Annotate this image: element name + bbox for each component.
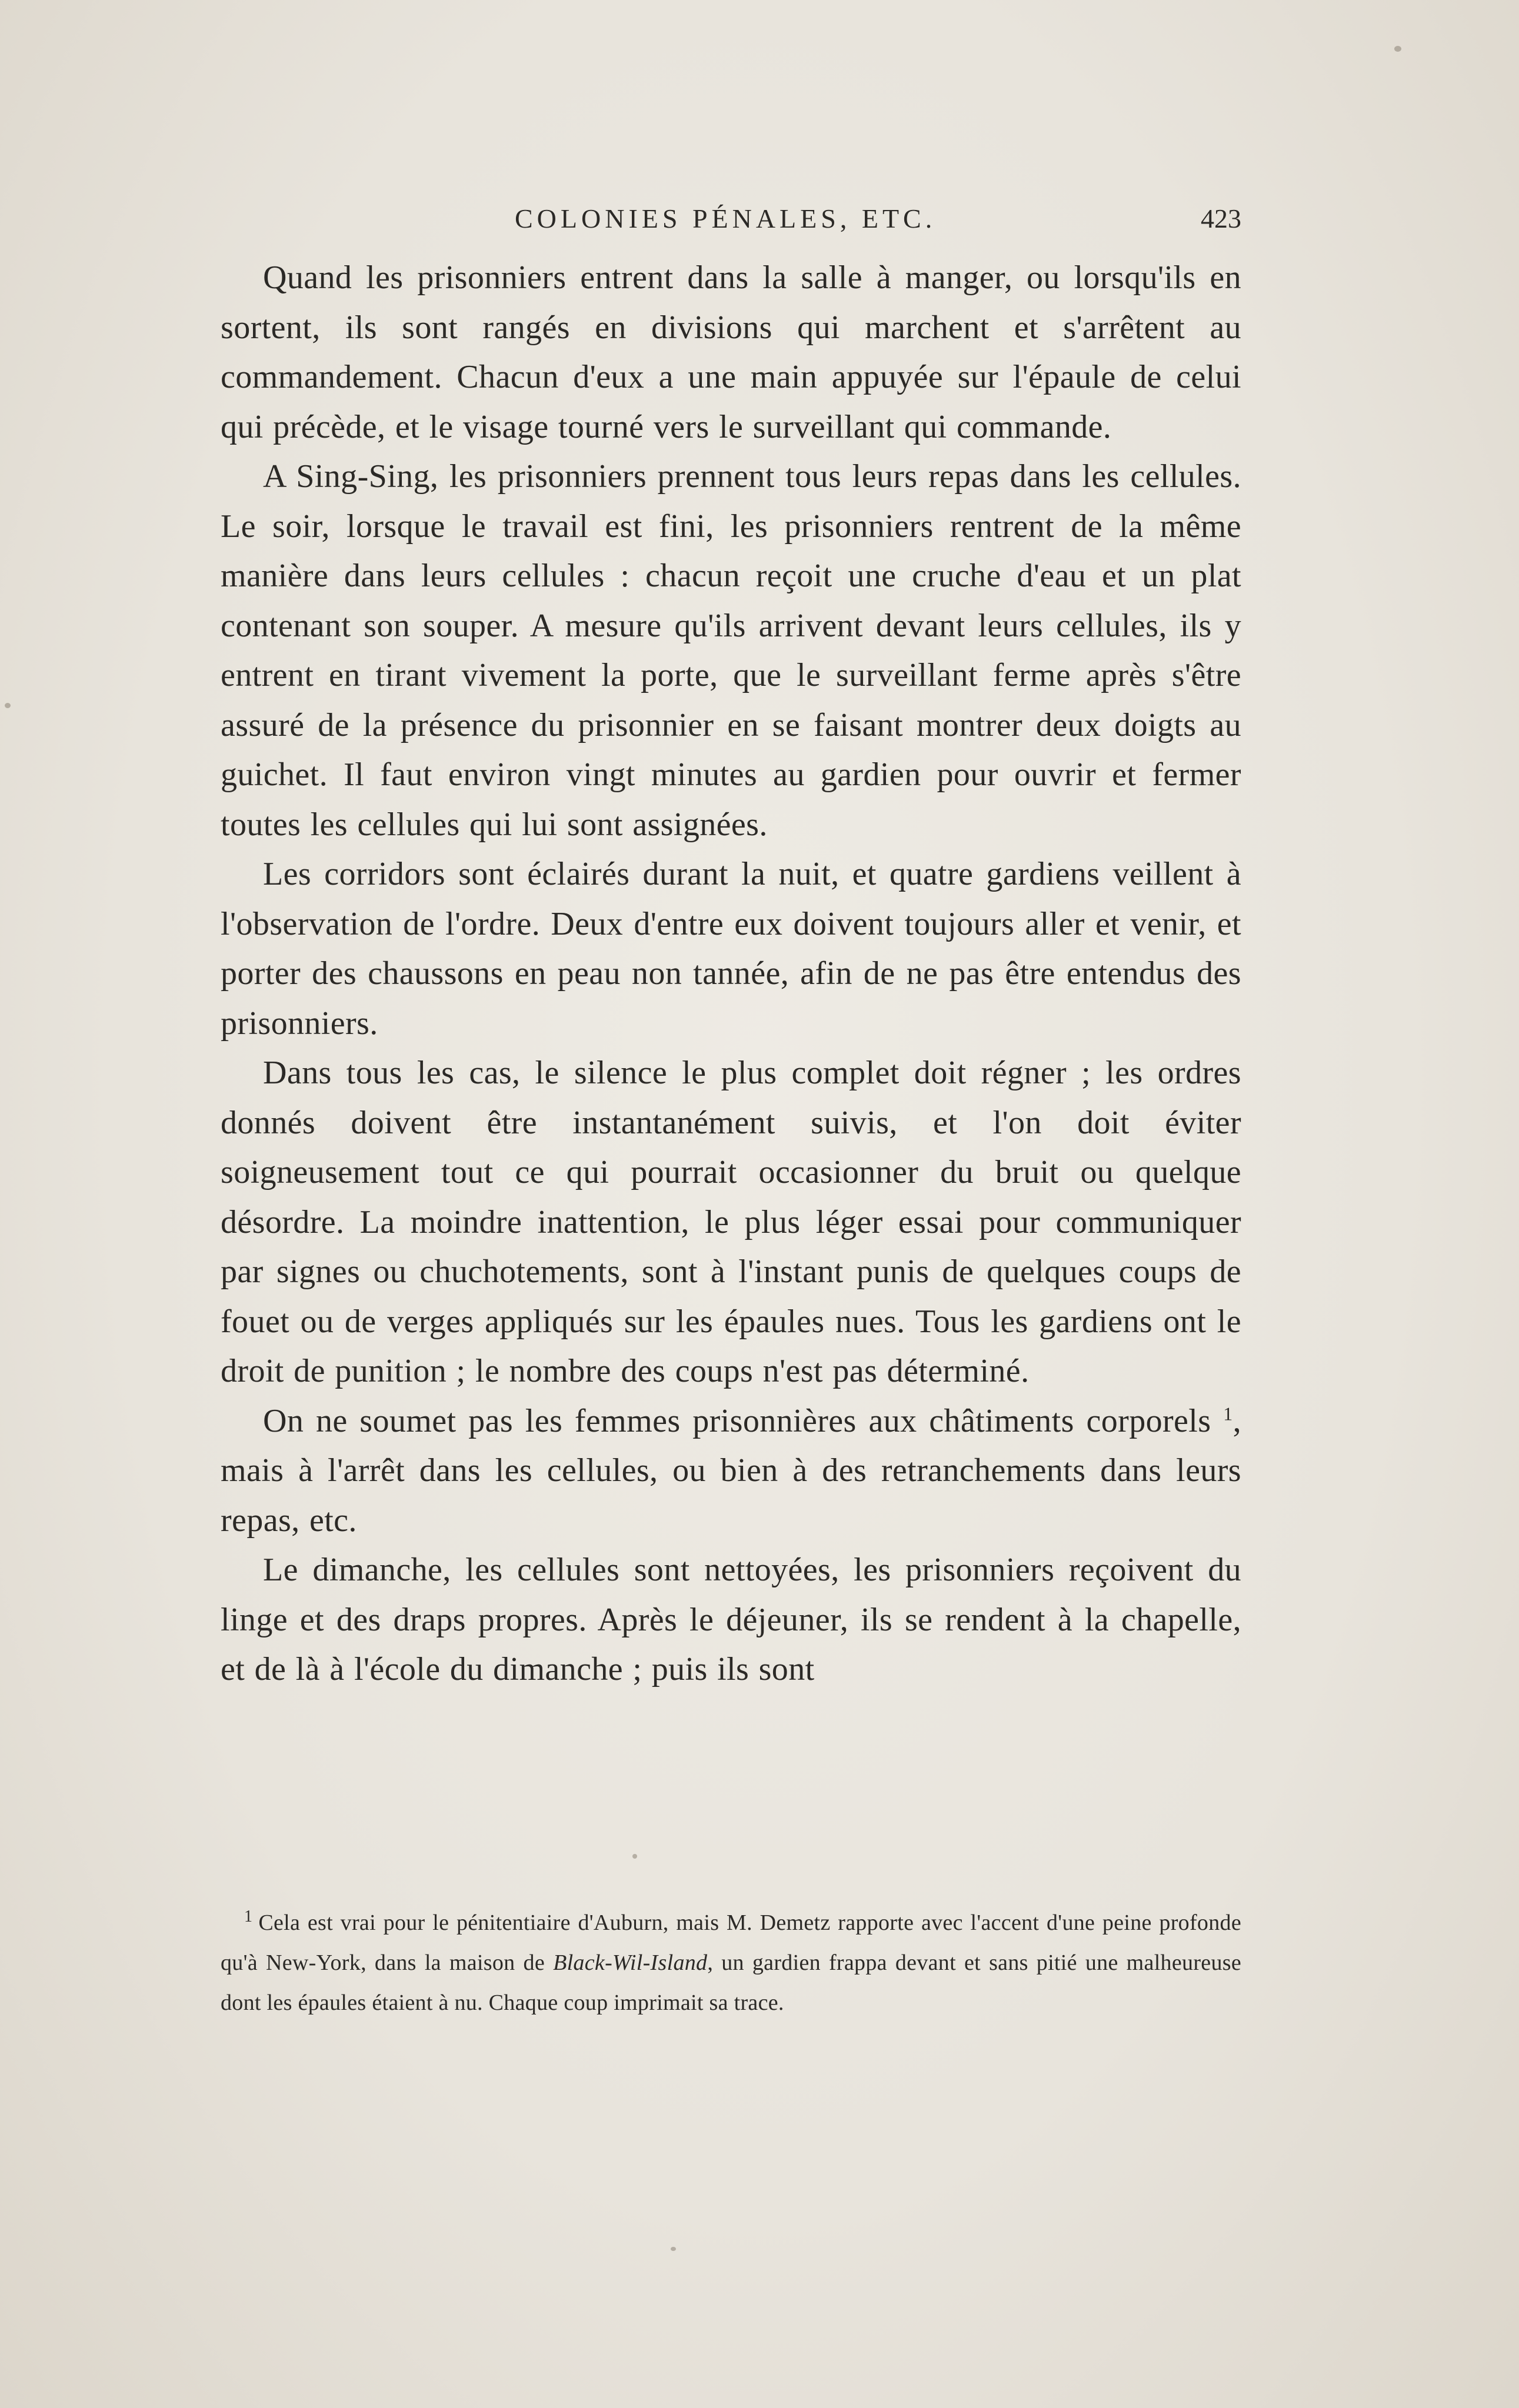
running-title: COLONIES PÉNALES, ETC.: [515, 204, 937, 234]
paragraph-text: , mais à l'arrêt dans les cellules, ou bien à des retranchements dans leurs repas, etc.: [221, 1402, 1241, 1539]
paper-speck: [5, 703, 11, 708]
page-number: 423: [1201, 204, 1241, 234]
body-text: [221, 253, 1241, 1695]
footnote-text: , un gardien frappa devant et sans pitié une malheureuse dont les épaules étaient à nu. Chaque coup imprimait sa trace.: [221, 1950, 1241, 2015]
paper-speck: [671, 2247, 676, 2251]
paragraph: Dans tous les cas, le silence le plus complet doit régner ; les ordres donnés doivent être instantanément suivis, et l'on doit éviter soigneusement tout ce qui pourrait occasionner du bruit ou quelque désordre. La moindre inattention, le plus léger essai pour communiquer par signes ou chuchotements, sont à l'instant punis de quelques coups de fouet ou de verges appliqués sur les épaules nues. Tous les gardiens ont le droit de punition ; le nombre des coups n'est pas déterminé.: [221, 1055, 1241, 1389]
paragraph: Quand les prisonniers entrent dans la salle à manger, ou lorsqu'ils en sortent, ils sont rangés en divisions qui marchent et s'arrêtent au commandement. Chacun d'eux a une main appuyée sur l'épaule de celui qui précède, et le visage tourné vers le surveillant qui commande.: [221, 259, 1241, 445]
footnotes: [221, 1903, 1241, 2023]
paper-speck: [1394, 46, 1401, 52]
page-header: [221, 203, 1241, 250]
footnote-number: 1: [244, 1907, 253, 1926]
footnote-italic-place: Black-Wil-Island: [553, 1950, 708, 1975]
paragraph: [221, 1396, 1241, 1546]
paragraph: Le dimanche, les cellules sont nettoyées, les prisonniers reçoivent du linge et des draps propres. Après le déjeuner, ils se rendent à la chapelle, et de là à l'école du dimanche ; puis ils sont: [221, 1552, 1241, 1687]
footnote-text: Cela est vrai pour le pénitentiaire d'Auburn, mais M. Demetz rapporte avec l'accent d'une peine profonde qu'à New-York, dans la maison de: [221, 1910, 1241, 1975]
footnote-reference[interactable]: 1: [1223, 1402, 1233, 1424]
footnote: [221, 1903, 1241, 2023]
paragraph: A Sing-Sing, les prisonniers prennent tous leurs repas dans les cellules. Le soir, lorsque le travail est fini, les prisonniers rentrent de la même manière dans leurs cellules : chacun reçoit une cruche d'eau et un plat contenant son souper. A mesure qu'ils arrivent devant leurs cellules, ils y entrent en tirant vivement la porte, que le surveillant ferme après s'être assuré de la présence du prisonnier en se faisant montrer deux doigts au guichet. Il faut environ vingt minutes au gardien pour ouvrir et fermer toutes les cellules qui lui sont assignées.: [221, 458, 1241, 843]
paper-speck: [632, 1854, 637, 1859]
paragraph-text: On ne soumet pas les femmes prisonnières aux châtiments corporels: [263, 1402, 1211, 1439]
paragraph: Les corridors sont éclairés durant la nuit, et quatre gardiens veillent à l'observation de l'ordre. Deux d'entre eux doivent toujours aller et venir, et porter des chaussons en peau non tannée, afin de ne pas être entendus des prisonniers.: [221, 856, 1241, 1042]
